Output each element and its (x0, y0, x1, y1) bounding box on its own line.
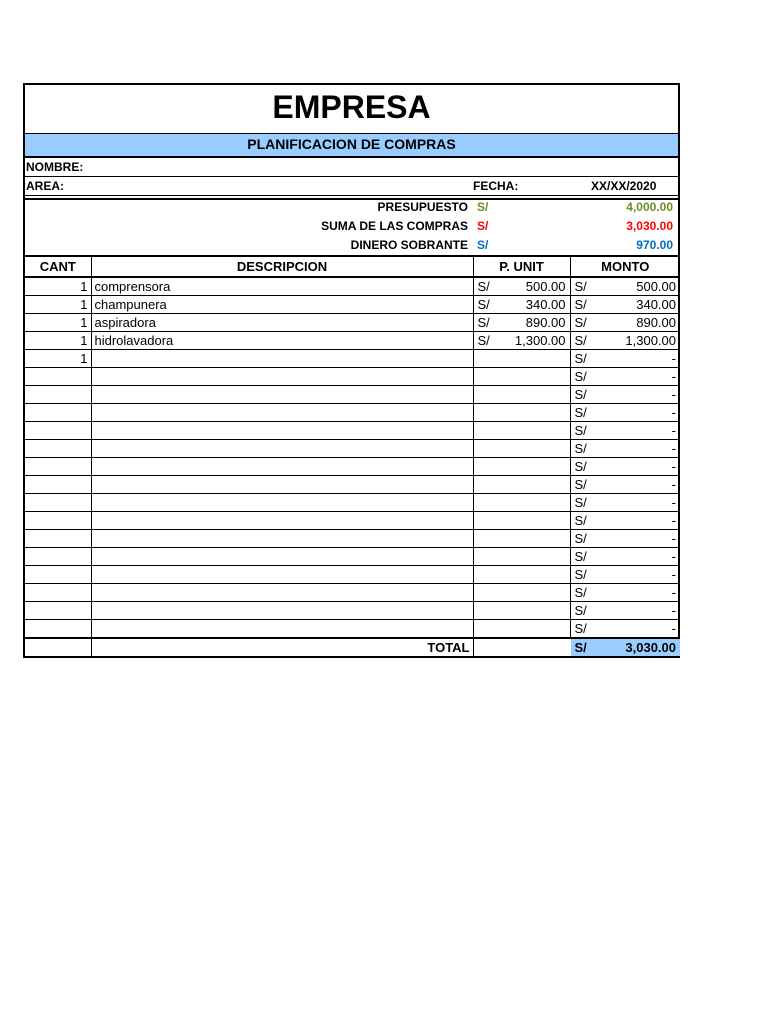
cant-cell[interactable] (25, 368, 91, 386)
monto-cell[interactable] (570, 440, 680, 458)
descripcion-cell[interactable] (91, 512, 473, 530)
punit-cell[interactable] (473, 512, 570, 530)
descripcion-value: hidrolavadora (94, 333, 174, 348)
fecha-label: FECHA: (473, 179, 519, 193)
monto-currency: S/ (574, 369, 587, 384)
monto-value: - (671, 369, 676, 384)
monto-value: - (671, 495, 676, 510)
monto-value: - (671, 459, 676, 474)
area-label: AREA: (26, 179, 64, 193)
punit-value: 500.00 (525, 279, 566, 294)
monto-cell[interactable] (570, 314, 680, 332)
table-row (25, 602, 680, 620)
descripcion-cell[interactable] (91, 530, 473, 548)
punit-value: 890.00 (525, 315, 566, 330)
monto-cell[interactable] (570, 458, 680, 476)
monto-currency: S/ (574, 441, 587, 456)
punit-cell[interactable] (473, 566, 570, 584)
punit-cell[interactable] (473, 602, 570, 620)
cant-cell[interactable] (25, 620, 91, 639)
cant-cell[interactable] (25, 404, 91, 422)
table-row (25, 440, 680, 458)
presupuesto-currency: S/ (477, 200, 489, 214)
monto-cell[interactable] (570, 566, 680, 584)
punit-currency: S/ (477, 333, 490, 348)
monto-value: 890.00 (636, 315, 676, 330)
punit-currency: S/ (477, 279, 490, 294)
table-row (25, 458, 680, 476)
cant-cell[interactable] (25, 584, 91, 602)
monto-value: - (671, 387, 676, 402)
descripcion-cell[interactable] (91, 277, 473, 296)
punit-cell[interactable] (473, 277, 570, 296)
monto-currency: S/ (574, 315, 587, 330)
descripcion-cell[interactable] (91, 386, 473, 404)
descripcion-cell[interactable] (91, 548, 473, 566)
punit-cell[interactable] (473, 476, 570, 494)
cant-cell[interactable] (25, 512, 91, 530)
cant-cell[interactable] (25, 296, 91, 314)
presupuesto-label: PRESUPUESTO (377, 200, 468, 214)
table-row (25, 548, 680, 566)
total-value: 3,030.00 (625, 640, 676, 655)
monto-value: - (671, 567, 676, 582)
monto-currency: S/ (574, 495, 587, 510)
monto-value: - (671, 477, 676, 492)
table-row (25, 566, 680, 584)
cant-cell[interactable] (25, 422, 91, 440)
descripcion-cell[interactable] (91, 368, 473, 386)
monto-cell[interactable] (570, 422, 680, 440)
cant-cell[interactable] (25, 548, 91, 566)
table-row (25, 386, 680, 404)
descripcion-cell[interactable] (91, 314, 473, 332)
budget-summary (25, 198, 678, 257)
table-row (25, 404, 680, 422)
descripcion-cell[interactable] (91, 476, 473, 494)
table-row (25, 422, 680, 440)
descripcion-cell[interactable] (91, 332, 473, 350)
cant-cell[interactable] (25, 476, 91, 494)
monto-value: - (671, 351, 676, 366)
monto-value: - (671, 549, 676, 564)
monto-currency: S/ (574, 513, 587, 528)
company-title: EMPRESA (25, 85, 678, 134)
punit-cell[interactable] (473, 620, 570, 639)
monto-cell[interactable] (570, 476, 680, 494)
punit-cell[interactable] (473, 386, 570, 404)
cant-value: 1 (80, 333, 88, 348)
cant-header: CANT (25, 257, 91, 277)
monto-value: - (671, 531, 676, 546)
descripcion-cell[interactable] (91, 566, 473, 584)
monto-value: - (671, 513, 676, 528)
punit-cell[interactable] (473, 350, 570, 368)
monto-currency: S/ (574, 387, 587, 402)
punit-cell[interactable] (473, 314, 570, 332)
purchase-planning-sheet (23, 83, 680, 658)
total-currency: S/ (574, 640, 587, 655)
descripcion-cell[interactable] (91, 584, 473, 602)
cant-cell[interactable] (25, 458, 91, 476)
monto-currency: S/ (574, 549, 587, 564)
suma-line (25, 219, 678, 237)
monto-cell[interactable] (570, 548, 680, 566)
monto-value: 500.00 (636, 279, 676, 294)
descripcion-cell[interactable] (91, 602, 473, 620)
punit-cell[interactable] (473, 296, 570, 314)
descripcion-cell[interactable] (91, 296, 473, 314)
suma-value: 3,030.00 (626, 219, 673, 233)
punit-currency: S/ (477, 297, 490, 312)
monto-currency: S/ (574, 603, 587, 618)
items-table (25, 257, 680, 656)
cant-cell[interactable] (25, 277, 91, 296)
cant-cell[interactable] (25, 386, 91, 404)
total-row (25, 638, 680, 656)
nombre-row (25, 158, 678, 177)
presupuesto-value: 4,000.00 (626, 200, 673, 214)
cant-cell[interactable] (25, 350, 91, 368)
sobrante-line (25, 238, 678, 256)
monto-currency: S/ (574, 567, 587, 582)
sobrante-currency: S/ (477, 238, 489, 252)
punit-cell[interactable] (473, 494, 570, 512)
monto-cell[interactable] (570, 296, 680, 314)
monto-currency: S/ (574, 621, 587, 636)
monto-currency: S/ (574, 279, 587, 294)
table-row (25, 584, 680, 602)
sheet-subtitle: PLANIFICACION DE COMPRAS (25, 134, 678, 158)
cant-cell[interactable] (25, 530, 91, 548)
table-row (25, 350, 680, 368)
descripcion-cell[interactable] (91, 494, 473, 512)
monto-cell[interactable] (570, 512, 680, 530)
descripcion-cell[interactable] (91, 620, 473, 639)
table-row (25, 296, 680, 314)
table-header (25, 257, 680, 277)
table-row (25, 620, 680, 639)
descripcion-cell[interactable] (91, 350, 473, 368)
punit-cell[interactable] (473, 368, 570, 386)
table-row (25, 476, 680, 494)
table-row (25, 512, 680, 530)
monto-value: 1,300.00 (625, 333, 676, 348)
table-row (25, 277, 680, 296)
monto-cell[interactable] (570, 620, 680, 639)
sobrante-value: 970.00 (636, 238, 673, 252)
cant-cell[interactable] (25, 332, 91, 350)
total-label: TOTAL (91, 638, 473, 656)
descripcion-cell[interactable] (91, 440, 473, 458)
punit-cell[interactable] (473, 584, 570, 602)
monto-cell[interactable] (570, 404, 680, 422)
descripcion-cell[interactable] (91, 404, 473, 422)
monto-value: 340.00 (636, 297, 676, 312)
monto-cell[interactable] (570, 368, 680, 386)
cant-cell[interactable] (25, 314, 91, 332)
descripcion-value: aspiradora (94, 315, 156, 330)
descripcion-value: comprensora (94, 279, 171, 294)
punit-value: 340.00 (525, 297, 566, 312)
table-row (25, 530, 680, 548)
punit-cell[interactable] (473, 404, 570, 422)
monto-cell[interactable] (570, 530, 680, 548)
monto-value: - (671, 621, 676, 636)
monto-cell[interactable] (570, 386, 680, 404)
descripcion-cell[interactable] (91, 422, 473, 440)
punit-header: P. UNIT (473, 257, 570, 277)
punit-cell[interactable] (473, 440, 570, 458)
monto-currency: S/ (574, 531, 587, 546)
nombre-label: NOMBRE: (26, 160, 84, 174)
cant-value: 1 (80, 315, 88, 330)
monto-value: - (671, 423, 676, 438)
punit-value: 1,300.00 (514, 333, 566, 348)
cant-cell[interactable] (25, 440, 91, 458)
monto-value: - (671, 405, 676, 420)
monto-cell[interactable] (570, 602, 680, 620)
punit-cell[interactable] (473, 548, 570, 566)
monto-currency: S/ (574, 351, 587, 366)
monto-cell[interactable] (570, 494, 680, 512)
monto-value: - (671, 441, 676, 456)
monto-cell[interactable] (570, 584, 680, 602)
cant-value: 1 (80, 279, 88, 294)
monto-header: MONTO (570, 257, 680, 277)
total-cell (473, 638, 680, 656)
monto-currency: S/ (574, 459, 587, 474)
cant-cell[interactable] (25, 566, 91, 584)
punit-cell[interactable] (473, 458, 570, 476)
area-row (25, 177, 678, 196)
monto-currency: S/ (574, 423, 587, 438)
suma-currency: S/ (477, 219, 489, 233)
punit-cell[interactable] (473, 332, 570, 350)
fecha-value: XX/XX/2020 (591, 179, 657, 193)
descripcion-header: DESCRIPCION (91, 257, 473, 277)
presupuesto-line (25, 200, 678, 218)
punit-currency: S/ (477, 315, 490, 330)
table-row (25, 494, 680, 512)
cant-value: 1 (80, 351, 88, 366)
cant-cell[interactable] (25, 602, 91, 620)
cant-cell[interactable] (25, 494, 91, 512)
punit-cell[interactable] (473, 422, 570, 440)
monto-currency: S/ (574, 477, 587, 492)
table-row (25, 314, 680, 332)
descripcion-value: champunera (94, 297, 167, 312)
suma-label: SUMA DE LAS COMPRAS (321, 219, 468, 233)
monto-cell[interactable] (570, 277, 680, 296)
monto-cell[interactable] (570, 350, 680, 368)
monto-value: - (671, 585, 676, 600)
table-row (25, 368, 680, 386)
sobrante-label: DINERO SOBRANTE (350, 238, 468, 252)
monto-currency: S/ (574, 297, 587, 312)
monto-cell[interactable] (570, 332, 680, 350)
table-row (25, 332, 680, 350)
descripcion-cell[interactable] (91, 458, 473, 476)
monto-currency: S/ (574, 333, 587, 348)
monto-value: - (671, 603, 676, 618)
cant-value: 1 (80, 297, 88, 312)
monto-currency: S/ (574, 585, 587, 600)
punit-cell[interactable] (473, 530, 570, 548)
monto-currency: S/ (574, 405, 587, 420)
